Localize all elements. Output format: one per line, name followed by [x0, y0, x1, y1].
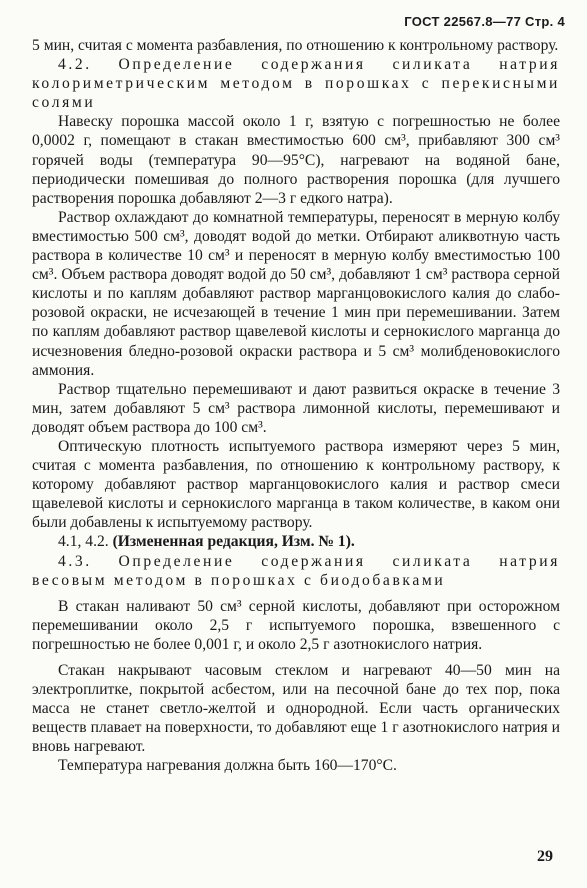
paragraph-acid-addition: В стакан наливают 50 см³ серной кислоты, добавляют при осторожном перемешивании около 2,5 г испытуемого порошка, взвешенного с погрешностью не более 0,001 г, и около 2,5 г азотнокислого натрия. [32, 597, 560, 653]
amendment-note-sections: 4.1, 4.2. [58, 533, 109, 551]
page-body [32, 36, 560, 776]
amendment-note [32, 532, 560, 551]
paragraph-sample-prep: Навеску порошка массой около 1 г, взятую с погрешностью не более 0,0002 г, помещают в стакан вместимостью 600 см³, прибавляют 300 см³ горячей воды (температура 90—95°С), нагревают на водяной бане, периодически помешивая до полного растворения порошка (для лучшего растворения порошка добавляют 2—3 г едкого натра). [32, 113, 560, 207]
paragraph-heating: Стакан накрывают часовым стеклом и нагревают 40—50 мин на электроплитке, покрытой асбестом, или на песочной бане до тех пор, пока масса не станет светло-желтой и однородной. Если часть органических веществ плавает на поверхности, то добавляют еще 1 г азотнокислого натрия и вновь нагревают. [32, 662, 560, 756]
page-number: 29 [537, 848, 553, 865]
section-title-4-3: 4.3. Определение содержания силиката натрия весовым методом в порошках с биодобавками [32, 552, 560, 589]
document-header: ГОСТ 22567.8—77 Стр. 4 [404, 14, 565, 29]
paragraph-continuation: 5 мин, считая с момента разбавления, по отношению к контрольному раствору. [32, 37, 559, 54]
amendment-note-text: (Измененная редакция, Изм. № 1). [112, 533, 355, 551]
paragraph-temperature: Температура нагревания должна быть 160—170°С. [58, 757, 397, 775]
section-title-4-2: 4.2. Определение содержания силиката натрия колориметрическим методом в порошках с перекисными солями [32, 56, 560, 112]
paragraph-color-development: Раствор тщательно перемешивают и дают развиться окраске в течение 3 мин, затем добавляют 5 см³ раствора лимонной кислоты, перемешивают и доводят объем раствора до 100 см³. [32, 380, 560, 436]
paragraph-optical-density: Оптическую плотность испытуемого раствора измеряют через 5 мин, считая с момента разбавления, по отношению к контрольному раствору, к которому добавляют раствор марганцовокислого калия и раствор смеси щавелевой кислоты и сернокислого марганца в таком количестве, в каком они были добавлены к испытуемому раствору. [32, 437, 560, 532]
paragraph-solution-prep: Раствор охлаждают до комнатной температуры, переносят в мерную колбу вместимостью 500 см³, доводят водой до метки. Отбирают аликвотную часть раствора в количестве 10 см³ и переносят в мерную колбу вместимостью 100 см³. Объем раствора доводят водой до 50 см³, добавляют 1 см³ раствора серной кислоты и по каплям добавляют раствор марганцовокислого калия до слабо-розовой окраски, не исчезающей в течение 1 мин при перемешивании. Затем по каплям добавляют раствор щавелевой кислоты и сернокислого марганца до исчезновения бледно-розовой окраски раствора и 5 см³ молибденовокислого аммония. [32, 208, 560, 379]
